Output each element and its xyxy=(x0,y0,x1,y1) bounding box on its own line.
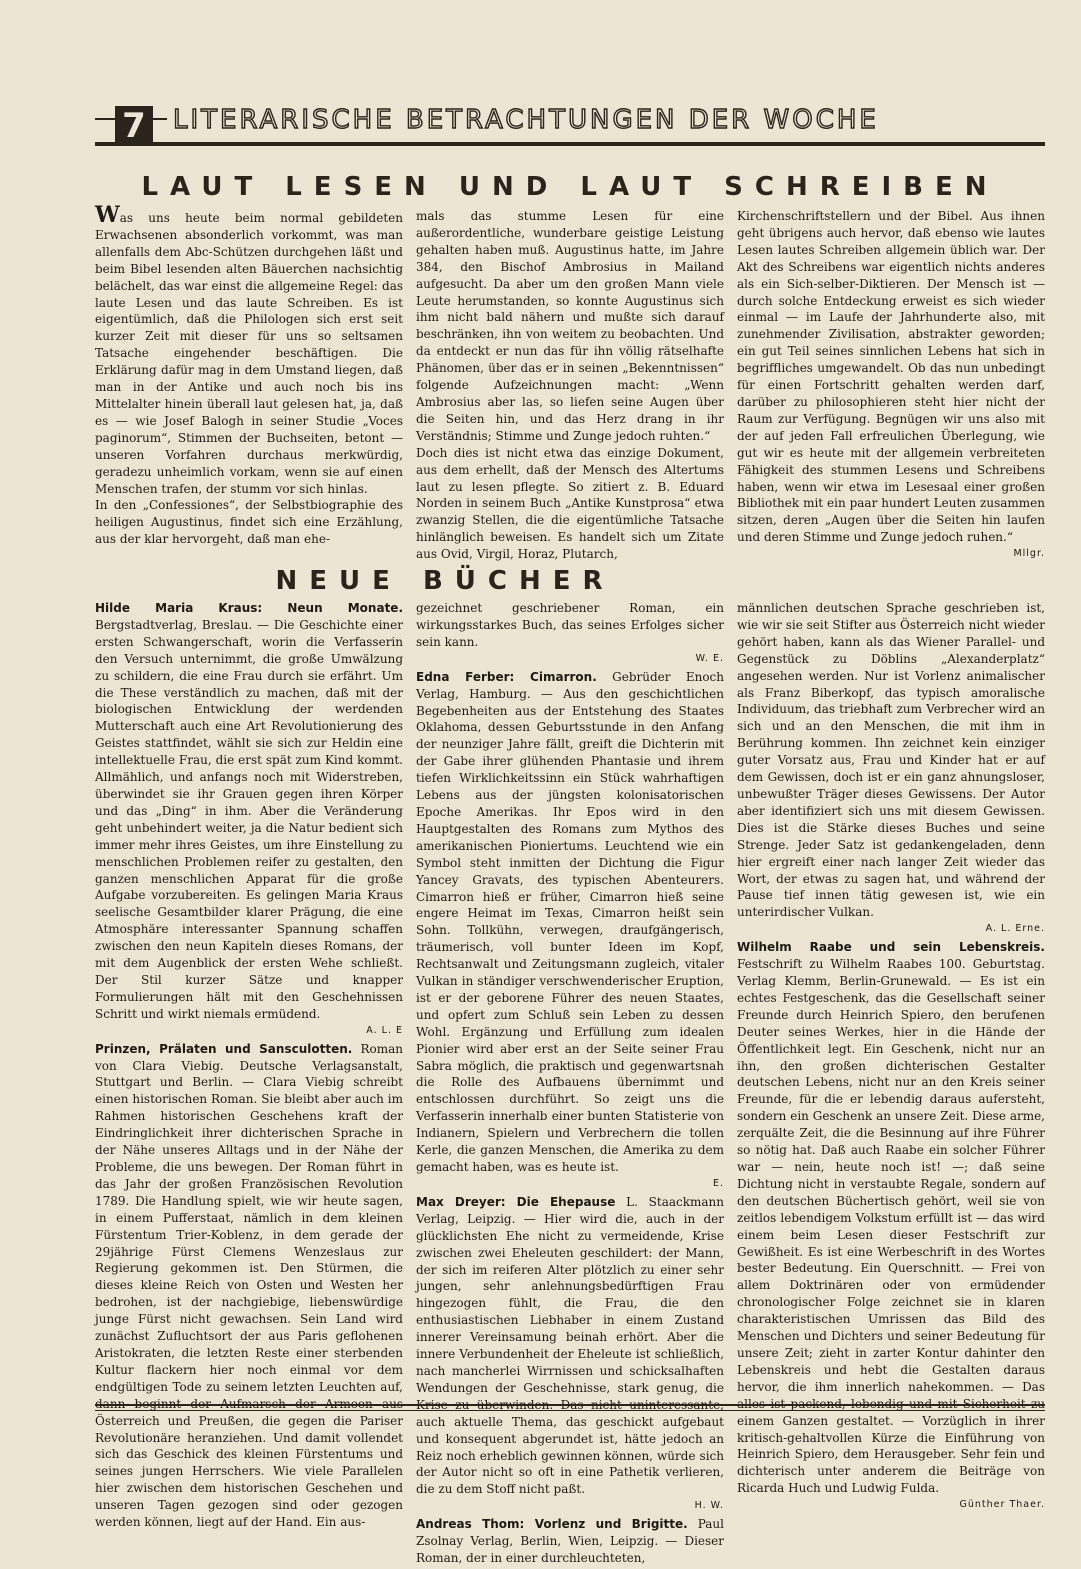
article2-column-1 xyxy=(95,600,403,1569)
article1-heading-wrap xyxy=(95,172,1045,202)
article1-title: LAUT LESEN UND LAUT SCHREIBEN xyxy=(141,172,999,202)
review-heading: Prinzen, Prälaten und Sansculotten. xyxy=(95,1041,353,1056)
review xyxy=(737,939,1045,1513)
article2-heading-wrap xyxy=(95,566,795,596)
article1-signature: Mllgr. xyxy=(1013,548,1045,560)
banner-title: LITERARISCHE BETRACHTUNGEN DER WOCHE xyxy=(167,102,1045,138)
review xyxy=(95,600,403,1039)
review-heading: Hilde Maria Kraus: Neun Monate. xyxy=(95,601,403,615)
article1-paragraph xyxy=(95,202,403,497)
review-heading: Max Dreyer: Die Ehepause xyxy=(416,1194,616,1209)
page xyxy=(95,100,1045,1566)
review-signature: E. xyxy=(712,1177,724,1189)
review-text: Bergstadtverlag, Breslau. — Die Geschichte einer ersten Schwangerschaft, worin die Verfasserin den Versuch unternimmt, die große Umwälzung zu schildern, die eine Frau durch sie erfährt. Um die These verständlich zu machen, daß mit der biologischen Entwicklung der werdenden Mutterschaft auch eine Art Revolutionierung des Geistes stattfindet, wählt sie sich zur Heldin eine intellektuelle Frau, die erst spät zum Kind kommt. Allmählich, und anfangs noch mit Widerstreben, überwindet sie ihr Grauen gegen ihren Körper und das „Ding“ in ihm. Aber die Veränderung geht unbehindert weiter, ja die Natur bedient sich immer mehr ihres Geistes, um ihre Einstellung zu menschlichen Problemen reifer zu gestalten, den ganzen menschlichen Apparat für die große Aufgabe vorzubereiten. Es gelingen Maria Kraus seelische Gesamtbilder klarer Prägung, die eine Atmosphäre interessanter Spannung schaffen zwischen den neun Kapiteln dieses Romans, der mit dem Augenblick der ersten Wehe schließt. Der Stil kurzer Sätze und knapper Formulierungen hält mit den Geschehnissen Schritt und wirkt niemals ermüdend. xyxy=(95,617,403,1021)
issue-number: 7 xyxy=(115,106,153,146)
article1-paragraph: Doch dies ist nicht etwa das einzige Dokument, aus dem erhellt, daß der Mensch des Altertums laut zu lesen pflegte. So zitiert z. B. Eduard Norden in seinem Buch „Antike Kunstprosa“ etwa zwanzig Stellen, die die eigentümliche Tatsache hinlänglich beweisen. Es handelt sich um Zitate aus Ovid, Virgil, Horaz, Plutarch, xyxy=(416,445,724,562)
header-banner xyxy=(95,100,1045,150)
article2-columns xyxy=(95,600,1045,1569)
review xyxy=(416,1194,724,1514)
article2-title: NEUE BÜCHER xyxy=(275,566,615,596)
article1-column-3 xyxy=(737,208,1045,563)
article2-column-2 xyxy=(416,600,724,1569)
review xyxy=(416,1516,724,1567)
review-text: gezeichnet geschriebener Roman, ein wirkungsstarkes Buch, das seines Erfolges sicher sein kann. xyxy=(416,601,724,649)
review-signature: Günther Thaer. xyxy=(959,1499,1045,1511)
review-heading: Wilhelm Raabe und sein Lebenskreis. xyxy=(737,940,1045,955)
review-heading: Andreas Thom: Vorlenz und Brigitte. xyxy=(416,1517,688,1532)
review xyxy=(416,669,724,1192)
article1-paragraph: Kirchenschriftstellern und der Bibel. Aus ihnen geht übrigens auch hervor, daß ebenso wie lautes Lesen lautes Schreiben allgemein üblich war. Der Akt des Schreibens war eigentlich nichts anderes als ein Sich-selber-Diktieren. Der Mensch ist — durch solche Entdeckung erweist es sich wieder einmal — im Laufe der Jahrhunderte also, mit zunehmender Zivilisation, abstrakter geworden; ein gut Teil seines sinnlichen Lebens hat sich in begriffliches umgewandelt. Ob das nun unbedingt für einen Fortschritt gehalten werden darf, darüber zu philosophieren steht hier nicht der Raum zur Verfügung. Begnügen wir uns also mit der auf jeden Fall erfreulichen Überlegung, wie gut wir es heute mit der allgemein verbreiteten Fähigkeit des stummen Lesens und Schreibens haben, wenn wir etwa im Lesesaal einer großen Bibliothek mit ein paar hundert Leuten zusammen sitzen, deren „Augen über die Seiten hin laufen und deren Stimme und Zunge jedoch ruhen.“ xyxy=(737,209,1045,545)
review-signature: A. L. Erne. xyxy=(985,923,1045,935)
review-text: männlichen deutschen Sprache geschrieben ist, wie wir sie seit Stifter aus Österreich nicht wieder gehört haben, kann als das Wiener Parallel- und Gegenstück zu Döblins „Alexanderplatz“ angesehen werden. Nur ist Vorlenz animalischer als Franz Biberkopf, das typisch amoralische Individuum, das triebhaft zum Verbrecher wird an sich und an den Menschen, die mit ihm in Berührung kommen. Ihn zeichnet kein einziger guter Vorsatz aus, Frau und Kinder hat er auf dem Gewissen, doch ist er ein ganz ahnungsloser, unbewußter Träger dieses Gewissens. Der Autor aber identifiziert sich uns mit diesem Gewissen. Dies ist die Stärke dieses Buches und seine Strenge. Jeder Satz ist gedankengeladen, denn hier ergreift einer nach langer Zeit wieder das Wort, der etwas zu sagen hat, und während der Pause tief innen tätig gewesen ist, wie ein unterirdischer Vulkan. xyxy=(737,601,1045,920)
drop-cap: W xyxy=(95,202,120,228)
review-text: Roman von Clara Viebig. Deutsche Verlagsanstalt, Stuttgart und Berlin. — Clara Viebig schreibt einen historischen Roman. Sie bleibt aber auch im Rahmen historischen Geschehens kraft der Eindringlichkeit ihrer dichterischen Sprache in der Nähe unseres Alltags und in der Nähe der Probleme, die uns bewegen. Der Roman führt in das Jahr der großen Französischen Revolution 1789. Die Handlung spielt, wie wir heute sagen, in einem Pufferstaat, nämlich in dem kleinen Fürstentum Trier-Koblenz, in dem gerade der 29jährige Fürst Clemens Wenzeslaus zur Regierung gekommen ist. Den Stürmen, die dieses kleine Reich von Osten und Westen her bedrohen, ist der nachgiebige, liebenswürdige junge Fürst nicht gewachsen. Sein Land wird zunächst Zufluchtsort der aus Paris geflohenen Aristokraten, die letzten Reste einer sterbenden Kultur flackern hier noch einmal vor dem endgültigen Tode zu seinem letzten Leuchten auf, Österreich und Preußen, die gegen die Pariser Revolutionäre heranziehen. Und damit vollendet sich das Geschick des kleinen Fürstentums und seines jungen Herrschers. Wie viele Parallelen hier zwischen dem historischen Geschehen und unseren Tagen gezogen sind oder gezogen werden können, liegt auf der Hand. Ein aus- xyxy=(95,1041,403,1530)
review-text: L. Staackmann Verlag, Leipzig. — Hier wird die, auch in der glücklichsten Ehe nicht zu vermeidende, Krise zwischen zwei Eheleuten geschildert: der Mann, der sich im reiferen Alter plötzlich zu einer sehr jungen, sehr anlehnungsbedürftigen Frau hingezogen fühlt, die Frau, die den enthusiastischen Liebhaber in einem Zustand innerer Vereinsamung beinah erhört. Aber die innere Verbundenheit der Eheleute ist schließlich, nach mancherlei Wirrnissen und schicksalhaften Wendungen der Geschehnisse, stark genug, die auch aktuelle Thema, das geschickt aufgebaut und konsequent abgerundet ist, hätte jedoch an Reiz noch erheblich gewinnen können, würde sich der Autor nicht so oft in eine Pathetik verlieren, die zu dem Stoff nicht paßt. xyxy=(416,1194,724,1497)
footer-rule xyxy=(95,1404,1045,1406)
review-continuation xyxy=(737,600,1045,937)
review-signature: A. L. E xyxy=(366,1024,403,1036)
review-signature: H. W. xyxy=(694,1500,724,1512)
article1-column-2 xyxy=(416,208,724,563)
article1-paragraph: In den „Confessiones“, der Selbstbiographie des heiligen Augustinus, findet sich eine Erzählung, aus der klar hervorgeht, daß man ehe- xyxy=(95,498,403,547)
article1-column-1 xyxy=(95,202,403,563)
banner-rule-bottom xyxy=(95,142,1045,146)
review-signature: W. E. xyxy=(695,652,724,664)
article1-paragraph: mals das stumme Lesen für eine außerordentliche, wunderbare geistige Leistung gehalten haben muß. Augustinus hatte, im Jahre 384, den Bischof Ambrosius in Mailand aufgesucht. Da aber um den großen Mann viele Leute herumstanden, so konnte Augustinus sich ihm nicht bald nähern und mußte sich darauf beschränken, ihn von weitem zu beobachten. Und da entdeckt er nun das für ihn völlig rätselhafte Phänomen, über das er in seinen „Bekenntnissen“ folgende Aufzeichnungen macht: „Wenn Ambrosius aber las, so liefen seine Augen über die Seiten hin, und das Herz drang in ihr Verständnis; Stimme und Zunge jedoch ruhten.“ xyxy=(416,209,724,443)
review-heading: Edna Ferber: Cimarron. xyxy=(416,669,597,684)
footer-rule-thin xyxy=(95,1410,1045,1411)
article1-text: as uns heute beim normal gebildeten Erwachsenen absonderlich vorkommt, was man allenfalls dem Abc-Schützen durchgehen läßt und beim Bibel lesenden alten Bäuerchen nachsichtig belächelt, das war einst die allgemeine Regel: das laute Lesen und das laute Schreiben. Es ist eigentümlich, daß die Philologen sich erst seit kurzer Zeit mit dieser für uns so seltsamen Tatsache eingehender beschäftigen. Die Erklärung dafür mag in dem Umstand liegen, daß man in der Antike und auch noch bis ins Mittelalter hinein überall laut gelesen hat, ja, daß es — wie Josef Balogh in seiner Studie „Voces paginorum“, Stimmen der Buchseiten, betont — unseren Vorfahren durchaus merkwürdig, geradezu unheimlich vorkam, wenn sie auf einen Menschen trafen, der stumm vor sich hinlas. xyxy=(95,211,403,496)
article2-column-3 xyxy=(737,600,1045,1569)
article1-columns xyxy=(95,202,1045,563)
review-continuation xyxy=(416,600,724,667)
review-text: Gebrüder Enoch Verlag, Hamburg. — Aus den geschichtlichen Begebenheiten aus der Entstehung des Staates Oklahoma, dessen Geburtsstunde in den Anfang der neunziger Jahre fällt, greift die Dichterin mit der Gabe ihrer glühenden Phantasie und ihrem tiefen Wirklichkeitssinn ein Stück wahrhaftigen Lebens aus der jüngsten kolonisatorischen Epoche Amerikas. Ihr Epos wird in den Hauptgestalten des Romans zum Mythos des amerikanischen Pioniertums. Leuchtend wie ein Symbol steht inmitten der Dichtung die Figur Yancey Gravats, des typischen Abenteurers. Cimarron hieß er früher, Cimarron hieß seine engere Heimat im Texas, Cimarron heißt sein Sohn. Tollkühn, verwegen, draufgängerisch, träumerisch, voll bunter Ideen im Kopf, Rechtsanwalt und Zeitungsmann zugleich, vitaler Vulkan in ständiger verschwenderischer Eruption, ist er der geborene Führer des neuen Staates, und opfert zum Schluß sein Leben zu dessen Wohl. Ergänzung und Erfüllung zum idealen Pionier wird aber erst an der Seite seiner Frau Sabra möglich, die praktisch und gegenwartsnah die Rolle des Aufbauens übernimmt und entschlossen durchführt. So zeigt uns die Verfasserin innerhalb einer bunten Statisterie von Indianern, Spielern und Verbrechern die tollen Kerle, die ganzen Menschen, die Amerika zu dem gemacht haben, was es heute ist. xyxy=(416,669,724,1174)
review-text: Paul Zsolnay Verlag, Berlin, Wien, Leipzig. — Dieser Roman, der in einer durchleuchteten, xyxy=(416,1517,724,1566)
review xyxy=(95,1041,403,1531)
review-text: Festschrift zu Wilhelm Raabes 100. Geburtstag. Verlag Klemm, Berlin-Grunewald. — Es ist ein echtes Festgeschenk, das die Gesellschaft seiner Freunde durch Heinrich Spiero, den berufenen Deuter seines Werkes, hier in die Hände der Öffentlichkeit legt. Ein Geschenk, nicht nur an ihn, den großen dichterischen Gestalter deutschen Lebens, nicht nur an den Kreis seiner Freunde, für die er lebendig daraus aufersteht, sondern ein Geschenk an unsere Zeit. Diese arme, zerquälte Zeit, die die Besinnung auf ihre Führer so nötig hat. Daß auch Raabe ein solcher Führer war — nein, heute noch ist! —; daß seine Dichtung nicht in verstaubte Regale, sondern auf den deutschen Büchertisch gehört, weil sie von zeitlos lebendigem Volkstum erfüllt ist — das wird einem beim Lesen dieser Festschrift zur Gewißheit. Es ist eine Werbeschrift in des Wortes bester Bedeutung. Ein Querschnitt. — Frei von allem Doktrinären oder von ermüdender chronologischer Folge zeichnet sie in klaren charakteristischen Umrissen das Bild des Menschen und Dichters und seiner Bedeutung für unsere Zeit; zieht in zarter Kontur dahinter den Lebenskreis und hebt die Gestalten daraus hervor, die ihm innerlich nahekommen. — Das einem Ganzen gestaltet. — Vorzüglich in ihrer kritisch-gehaltvollen Kürze die Einführung von Heinrich Spiero, dem Herausgeber. Sehr fein und dichterisch unter anderem die Beiträge von Ricarda Huch und Ludwig Fulda. xyxy=(737,957,1045,1496)
